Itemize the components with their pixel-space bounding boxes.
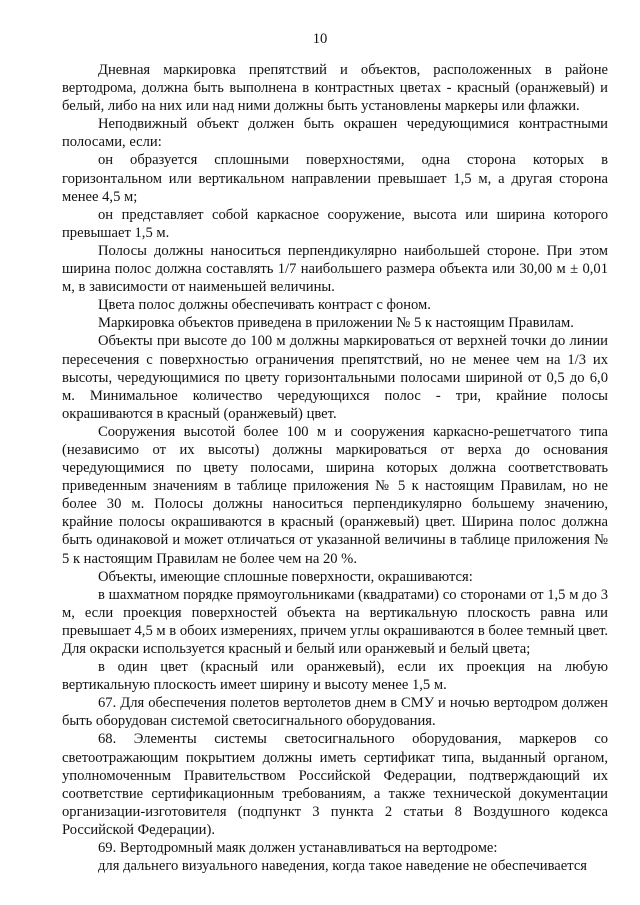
paragraph: в шахматном порядке прямоугольниками (квадратами) со сторонами от 1,5 м до 3 м, если проекция поверхностей объекта на вертикальную плоскость равна или превышает 4,5 м в обоих измерениях, причем углы окрашиваются в более темный цвет. Для окраски используется красный и белый или оранжевый и белый цвета;: [62, 586, 608, 657]
page-number: 10: [312, 31, 328, 47]
paragraph: Сооружения высотой более 100 м и сооружения каркасно-решетчатого типа (независимо от их высоты) должны маркироваться от верха до основания чередующимися по цвету полосами, ширина которых должна соответствовать приведенным значениям в таблице приложения № 5 к настоящим Правилам, но не более 30 м. Полосы должны наноситься перпендикулярно большему значению, крайние полосы окрашиваются в красный (оранжевый) цвет. Ширина полос должна быть одинаковой и может отличаться от указанной величины в таблице приложения № 5 к настоящим Правилам не более чем на 20 %.: [62, 423, 608, 567]
paragraph: Объекты, имеющие сплошные поверхности, окрашиваются:: [98, 568, 473, 585]
paragraph: Маркировка объектов приведена в приложении № 5 к настоящим Правилам.: [98, 315, 574, 332]
paragraph: в один цвет (красный или оранжевый), если их проекция на любую вертикальную плоскость имеет ширину и высоту менее 1,5 м.: [62, 659, 608, 694]
paragraph: он образуется сплошными поверхностями, одна сторона которых в горизонтальном или вертикальном направлении превышает 1,5 м, а другая сторона менее 4,5 м;: [62, 152, 608, 205]
paragraph: Объекты при высоте до 100 м должны маркироваться от верхней точки до линии пересечения с поверхностью ограничения препятствий, но не менее чем на 1/3 их высоты, чередующимися по цвету горизонтальными полосами шириной от 0,5 до 6,0 м. Минимальное количество чередующихся полос - три, крайние полосы окрашиваются в красный (оранжевый) цвет.: [62, 333, 608, 422]
paragraph: Полосы должны наноситься перпендикулярно наибольшей стороне. При этом ширина полос должна составлять 1/7 наибольшего размера объекта или 30,00 м ± 0,01 м, в зависимости от наименьшей величины.: [62, 242, 608, 296]
paragraph: он представляет собой каркасное сооружение, высота или ширина которого превышает 1,5 м.: [62, 206, 608, 241]
paragraph: для дальнего визуального наведения, когда такое наведение не обеспечивается: [98, 858, 588, 875]
paragraph: Дневная маркировка препятствий и объектов, расположенных в районе вертодрома, должна быть выполнена в контрастных цветах - красный (оранжевый) и белый, либо на них или над ними должны быть установлены маркеры или флажки.: [62, 62, 608, 115]
paragraph: Неподвижный объект должен быть окрашен чередующимися контрастными полосами, если:: [62, 116, 608, 151]
paragraph: Цвета полос должны обеспечивать контраст с фоном.: [98, 297, 431, 314]
paragraph: 67. Для обеспечения полетов вертолетов днем в СМУ и ночью вертодром должен быть оборудован системой светосигнального оборудования.: [62, 695, 608, 730]
paragraph: 68. Элементы системы светосигнального оборудования, маркеров со светоотражающим покрытием должны иметь сертификат типа, выданный органом, уполномоченным Правительством Российской Федерации, подтверждающий их соответствие сертификационным требованиям, а также технической документации организации-изготовителя (подпункт 3 пункта 2 статьи 8 Воздушного кодекса Российской Федерации).: [62, 731, 608, 838]
paragraph: 69. Вертодромный маяк должен устанавливаться на вертодроме:: [98, 840, 498, 857]
document-body: [62, 61, 608, 875]
